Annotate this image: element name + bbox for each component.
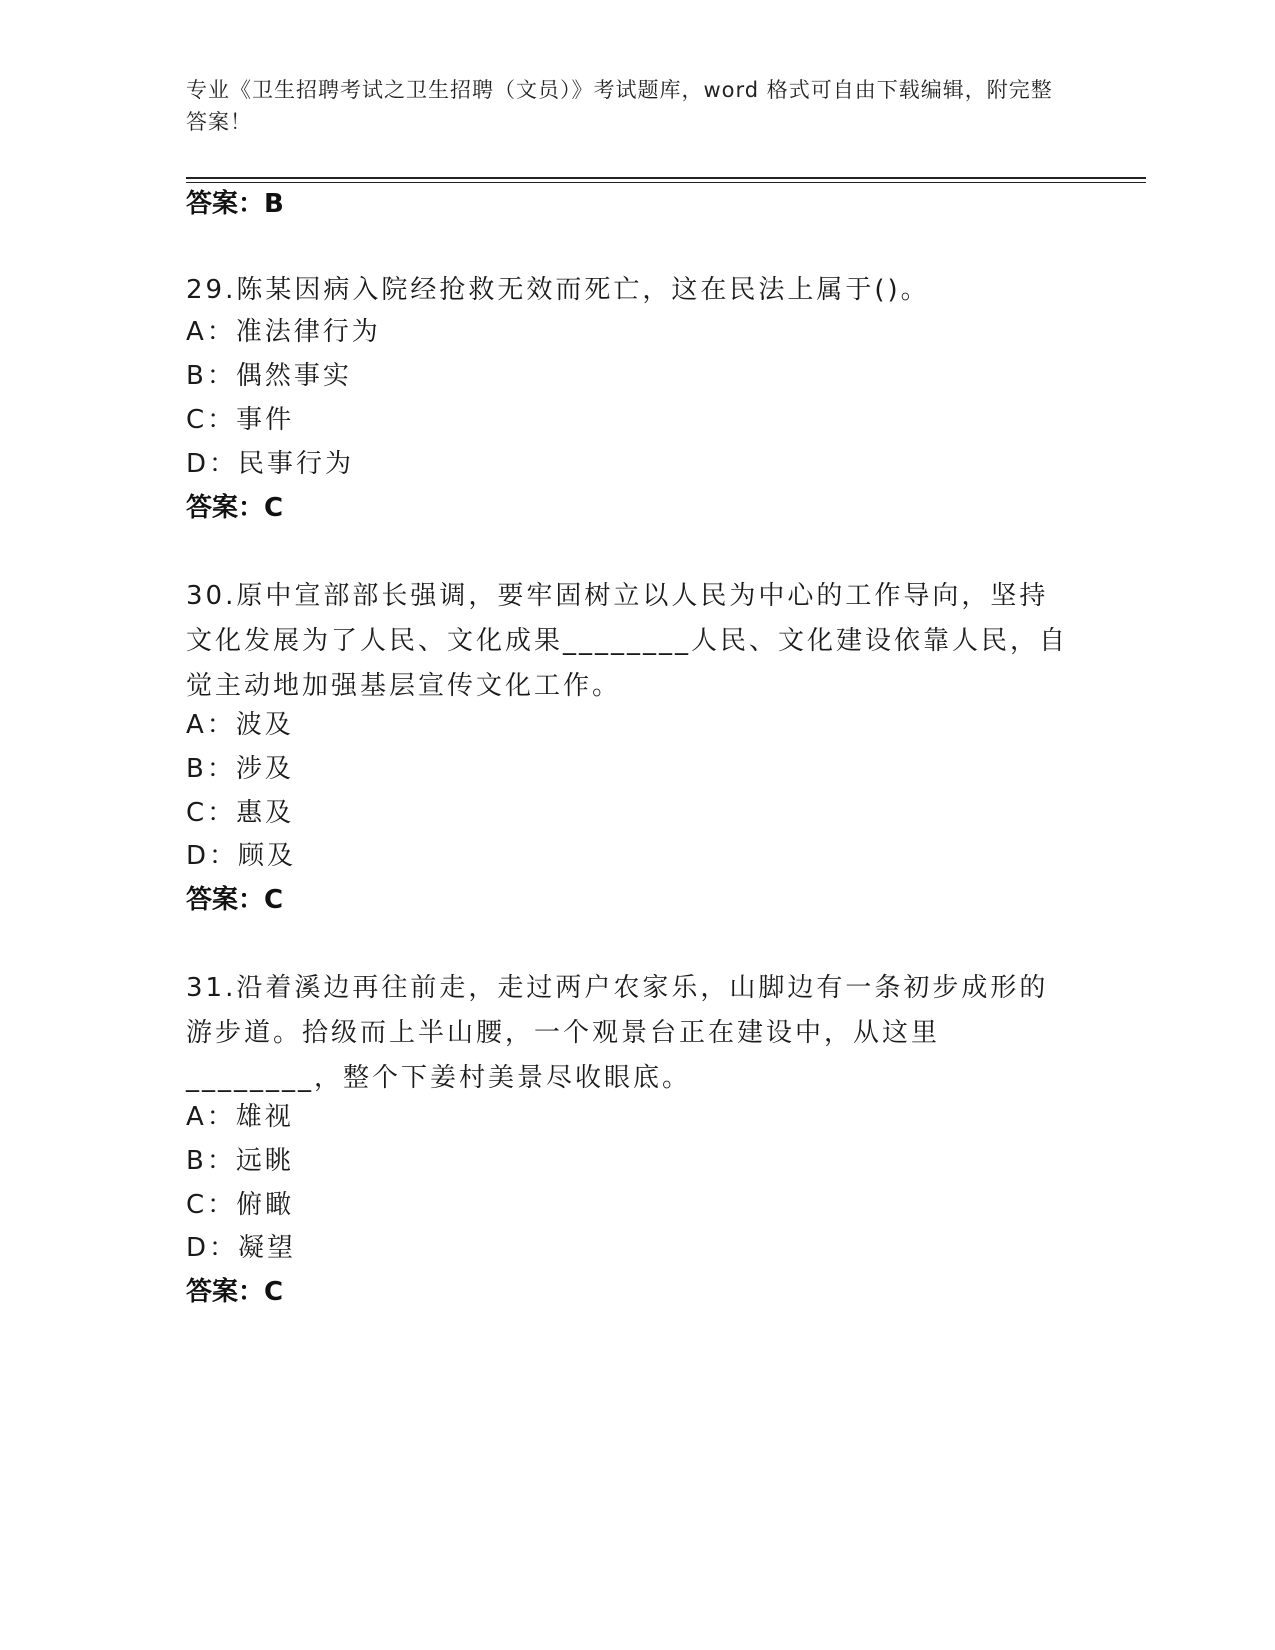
question-31-answer: 答案：C [186,1277,284,1307]
question-30-option-a: A：波及 [186,710,294,740]
question-30-option-d: D：顾及 [186,841,297,871]
question-29-option-a: A：准法律行为 [186,317,381,347]
previous-answer: 答案：B [186,189,284,219]
question-29-option-b: B：偶然事实 [186,361,352,391]
question-29-answer: 答案：C [186,493,284,523]
question-31-option-a: A：雄视 [186,1102,294,1132]
question-31-option-c: C：俯瞰 [186,1190,295,1220]
question-31-option-b: B：远眺 [186,1146,294,1176]
question-29-text: 29.陈某因病入院经抢救无效而死亡，这在民法上属于()。 [186,275,930,305]
question-31-text: 31.沿着溪边再往前走，走过两户农家乐，山脚边有一条初步成形的游步道。拾级而上半山腰，一个观景台正在建设中，从这里________，整个下姜村美景尽收眼底。 [186,973,1049,1093]
question-29-option-d: D：民事行为 [186,449,355,479]
header-divider-thick [186,177,1146,179]
question-30-answer: 答案：C [186,885,284,915]
question-31-option-d: D：凝望 [186,1233,297,1263]
question-30-option-c: C：惠及 [186,798,295,828]
question-30-option-b: B：涉及 [186,754,294,784]
question-29-option-c: C：事件 [186,405,295,435]
header-divider-thin [186,182,1146,183]
document-header: 专业《卫生招聘考试之卫生招聘（文员）》考试题库，word 格式可自由下载编辑，附完整答案！ [186,78,1053,134]
question-30-text: 30.原中宣部部长强调，要牢固树立以人民为中心的工作导向，坚持文化发展为了人民、文化成果________人民、文化建设依靠人民，自觉主动地加强基层宣传文化工作。 [186,581,1069,701]
